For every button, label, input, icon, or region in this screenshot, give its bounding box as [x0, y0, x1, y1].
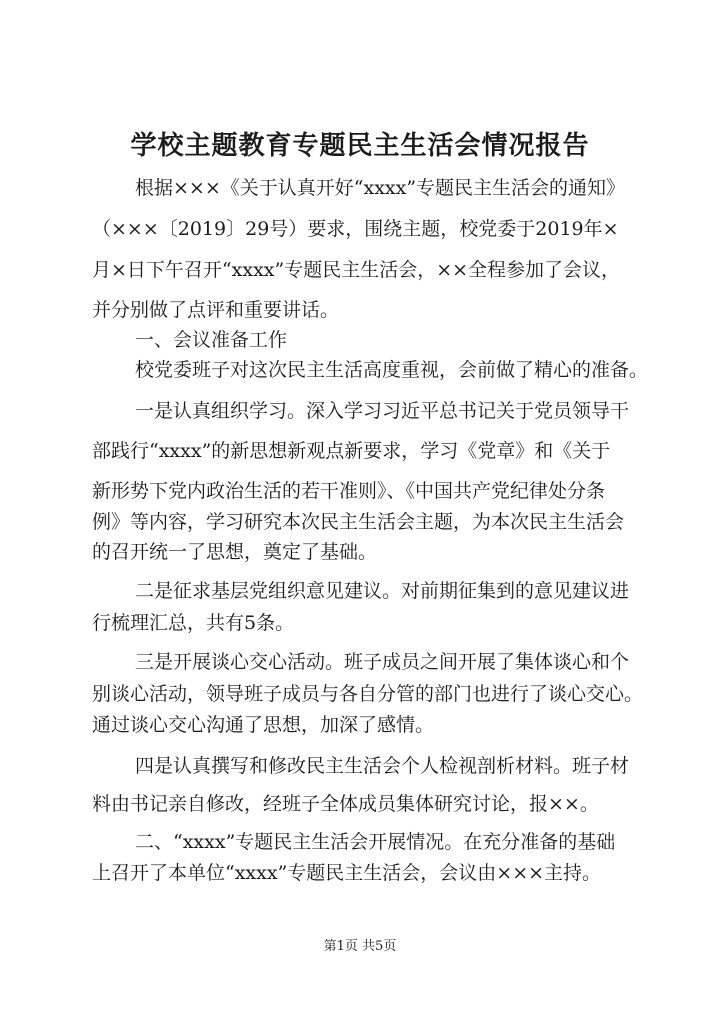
text-line: 并分别做了点评和重要讲话。: [92, 299, 340, 321]
text-line: 校党委班子对这次民主生活高度重视，会前做了精心的准备。: [135, 359, 649, 381]
section-heading: 一、会议准备工作: [135, 329, 288, 351]
text-line: （×××〔2019〕29号）要求，围绕主题，校党委于2019年×: [92, 218, 619, 240]
text-line: 的召开统一了思想，奠定了基础。: [92, 541, 378, 563]
section-heading: 二、“xxxx”专题民主生活会开展情况。在充分准备的基础: [135, 831, 616, 853]
page-footer: 第1页 共5页: [323, 939, 397, 954]
text-line: 上召开了本单位“xxxx”专题民主生活会，会议由×××主持。: [92, 862, 602, 884]
text-line: 新形势下党内政治生活的若干准则》、《中国共产党纪律处分条: [92, 480, 606, 502]
document-title: 学校主题教育专题民主生活会情况报告: [130, 131, 590, 161]
text-line: 例》等内容，学习研究本次民主生活会主题，为本次民主生活会: [92, 511, 625, 533]
text-line: 三是开展谈心交心活动。班子成员之间开展了集体谈心和个: [135, 651, 630, 673]
text-line: 料由书记亲自修改，经班子全体成员集体研究讨论，报××。: [92, 793, 599, 815]
text-line: 二是征求基层党组织意见建议。对前期征集到的意见建议进: [135, 580, 630, 602]
text-line: 通过谈心交心沟通了思想，加深了感情。: [92, 714, 435, 736]
text-line: 别谈心活动，领导班子成员与各自分管的部门也进行了谈心交心。: [92, 683, 644, 705]
text-line: 根据×××《关于认真开好“xxxx”专题民主生活会的通知》: [135, 177, 626, 199]
text-line: 四是认真撰写和修改民主生活会个人检视剖析材料。班子材: [135, 755, 630, 777]
text-line: 月×日下午召开“xxxx”专题民主生活会，××全程参加了会议，: [92, 259, 621, 281]
text-line: 一是认真组织学习。深入学习习近平总书记关于党员领导干: [135, 400, 630, 422]
text-line: 部践行“xxxx”的新思想新观点新要求，学习《党章》和《关于: [92, 440, 611, 462]
text-line: 行梳理汇总，共有5条。: [92, 612, 295, 634]
